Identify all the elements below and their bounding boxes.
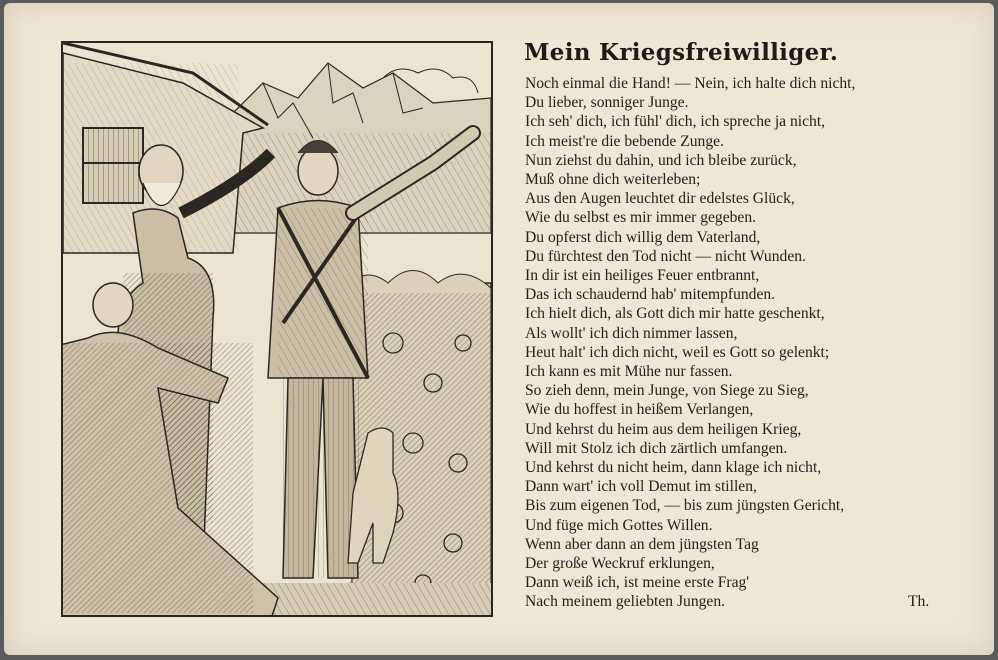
postcard: [4, 3, 994, 655]
poem-line: Als wollt' ich dich nimmer lassen,: [525, 324, 738, 342]
soldier-farewell-illustration: [61, 41, 493, 617]
poem-title: Mein Kriegsfreiwilliger.: [524, 39, 839, 66]
poem-line: In dir ist ein heiliges Feuer entbrannt,: [525, 267, 760, 285]
poem-line: Das ich schaudernd hab' mitempfunden.: [525, 286, 776, 304]
poem-text: [525, 74, 965, 612]
poem-line: Der große Weckruf erklungen,: [525, 555, 715, 573]
author-signature: Th.: [908, 593, 930, 610]
poem-line: Du fürchtest den Tod nicht — nicht Wunden.: [525, 247, 806, 265]
poem-line: Du lieber, sonniger Junge.: [525, 94, 689, 112]
poem-line: Und kehrst du nicht heim, dann klage ich nicht,: [525, 459, 822, 477]
poem-line: Noch einmal die Hand! — Nein, ich halte dich nicht,: [525, 75, 856, 92]
poem-line: Du opferst dich willig dem Vaterland,: [525, 228, 761, 246]
poem-line: Wenn aber dann an dem jüngsten Tag: [525, 535, 759, 553]
poem-line: Ich kann es mit Mühe nur fassen.: [525, 363, 733, 381]
poem-line: Ich meist're die bebende Zunge.: [525, 132, 724, 150]
poem-line: Aus den Augen leuchtet dir edelstes Glück,: [525, 190, 795, 208]
poem-line: Wie du hoffest in heißem Verlangen,: [525, 401, 754, 419]
poem-line: Muß ohne dich weiterleben;: [525, 171, 701, 189]
poem-line: Nach meinem geliebten Jungen.: [525, 593, 726, 611]
poem-line: Und kehrst du heim aus dem heiligen Krieg,: [525, 420, 802, 438]
poem-line: Ich hielt dich, als Gott dich mir hatte geschenkt,: [525, 305, 825, 323]
poem-line: Will mit Stolz ich dich zärtlich umfangen.: [525, 439, 788, 457]
poem-line: Ich seh' dich, ich fühl' dich, ich spreche ja nicht,: [525, 113, 826, 131]
poem-line: Heut halt' ich dich nicht, weil es Gott so gelenkt;: [525, 343, 830, 361]
poem-line: Nun ziehst du dahin, und ich bleibe zurück,: [525, 151, 797, 169]
poem-line: So zieh denn, mein Junge, von Siege zu Sieg,: [525, 382, 809, 400]
poem-line: Wie du selbst es mir immer gegeben.: [525, 209, 757, 227]
poem-line: Dann weiß ich, ist meine erste Frag': [525, 574, 750, 592]
poem-line: Dann wart' ich voll Demut im stillen,: [525, 478, 757, 496]
poem-line: Und füge mich Gottes Willen.: [525, 516, 713, 534]
poem-line: Bis zum eigenen Tod, — bis zum jüngsten Gericht,: [525, 497, 845, 515]
